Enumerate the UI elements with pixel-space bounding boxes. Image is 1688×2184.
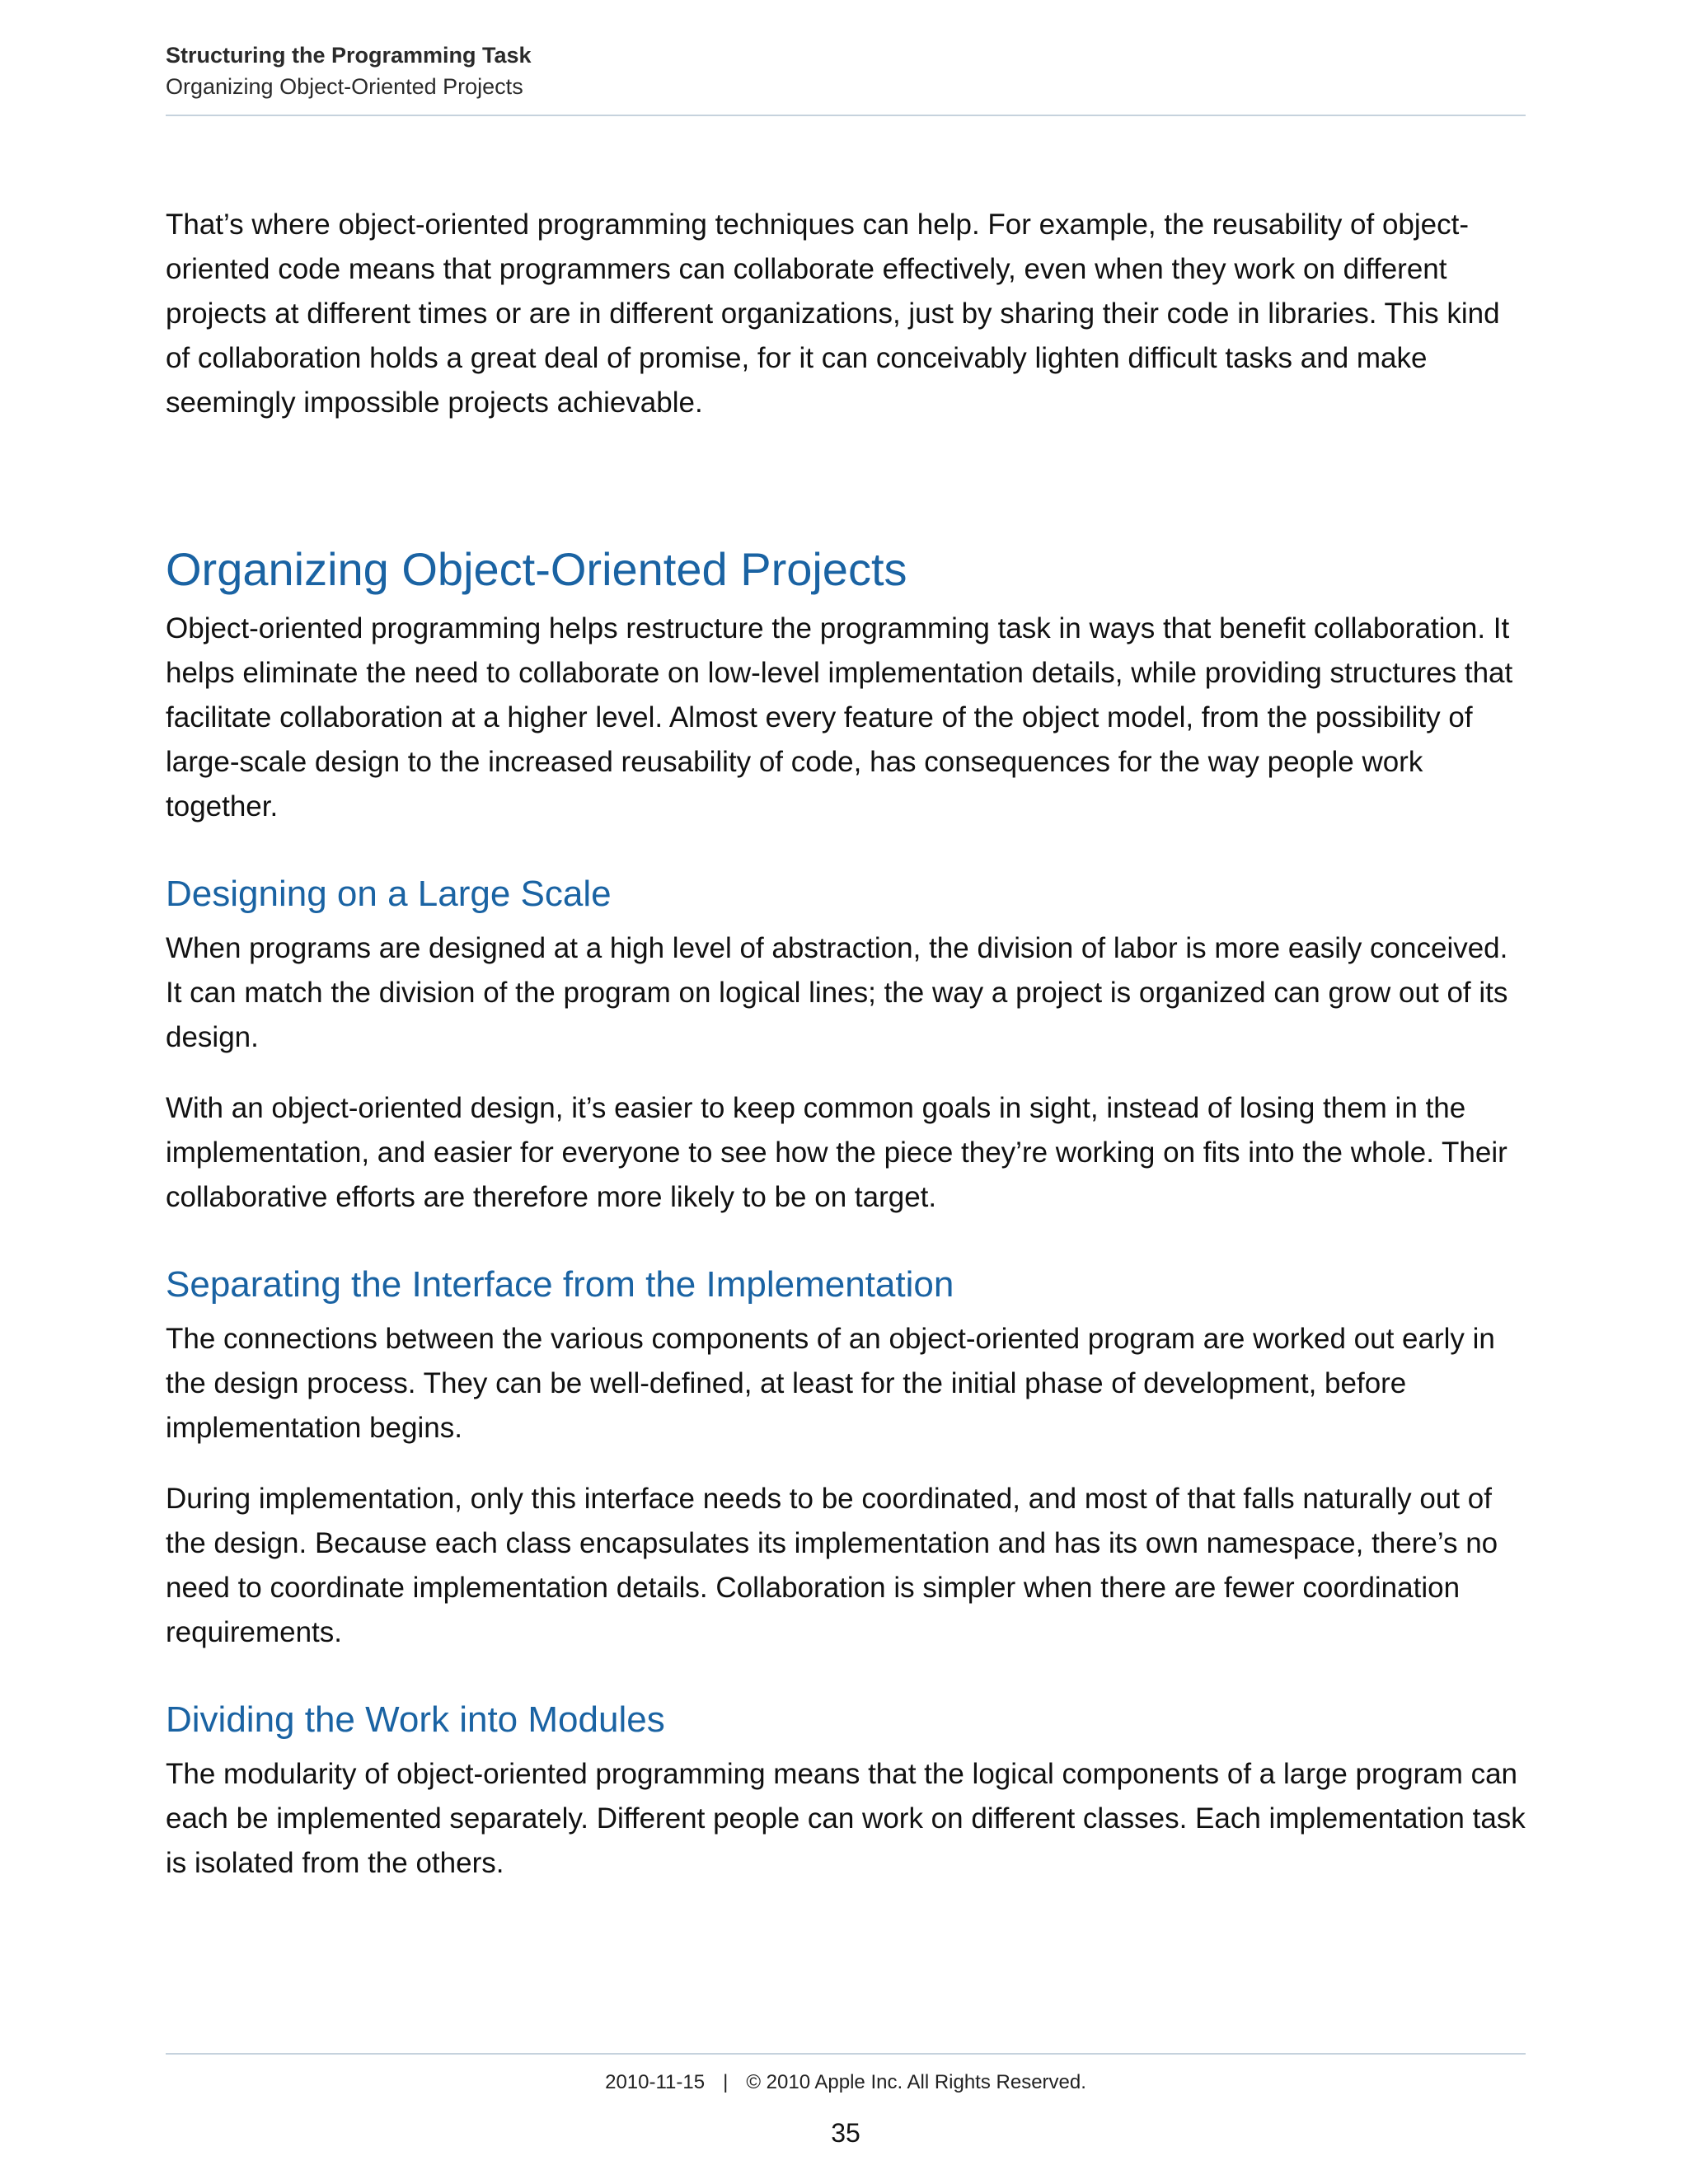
running-header bbox=[166, 40, 1526, 102]
subheading-dividing-work: Dividing the Work into Modules bbox=[166, 1699, 665, 1740]
paragraph: The modularity of object-oriented programming means that the logical components of a large program can each be implemented separately. Different people can work on different classes. Each implementation task is isolated from the others. bbox=[166, 1758, 1526, 1879]
subheading-designing-large-scale: Designing on a Large Scale bbox=[166, 874, 612, 914]
section-title: Organizing Object-Oriented Projects bbox=[166, 74, 523, 99]
page-content bbox=[166, 203, 1526, 1912]
footer bbox=[166, 2069, 1526, 2097]
subheading-separating-interface: Separating the Interface from the Implementation bbox=[166, 1264, 954, 1305]
paragraph: When programs are designed at a high level of abstraction, the division of labor is more easily conceived. It can match the division of the program on logical lines; the way a project is organized can grow out of its design. bbox=[166, 932, 1508, 1053]
header-divider bbox=[166, 115, 1526, 116]
chapter-title: Structuring the Programming Task bbox=[166, 43, 532, 68]
main-heading: Organizing Object-Oriented Projects bbox=[166, 543, 907, 595]
paragraph: The connections between the various components of an object-oriented program are worked out early in the design process. They can be well-defined, at least for the initial phase of development, before implementation begins. bbox=[166, 1323, 1495, 1444]
footer-date: 2010-11-15 bbox=[605, 2071, 706, 2093]
footer-divider bbox=[166, 2053, 1526, 2055]
footer-copyright: © 2010 Apple Inc. All Rights Reserved. bbox=[746, 2071, 1086, 2093]
footer-separator: | bbox=[723, 2071, 729, 2093]
intro-paragraph: That’s where object-oriented programming techniques can help. For example, the reusability of object-oriented code means that programmers can collaborate effectively, even when they work on different projects at different times or are in different organizations, just by sharing their code in libraries. This kind of collaboration holds a great deal of promise, for it can conceivably lighten difficult tasks and make seemingly impossible projects achievable. bbox=[166, 209, 1500, 419]
main-paragraph: Object-oriented programming helps restructure the programming task in ways that benefit collaboration. It helps eliminate the need to collaborate on low-level implementation details, while providing structures that facilitate collaboration at a higher level. Almost every feature of the object model, from the possibility of large-scale design to the increased reusability of code, has consequences for the way people work together. bbox=[166, 612, 1513, 823]
paragraph: With an object-oriented design, it’s easier to keep common goals in sight, instead of losing them in the implementation, and easier for everyone to see how the piece they’re working on fits into the whole. Their collaborative efforts are therefore more likely to be on target. bbox=[166, 1092, 1507, 1213]
page-number: 35 bbox=[831, 2118, 860, 2148]
paragraph: During implementation, only this interface needs to be coordinated, and most of that falls naturally out of the design. Because each class encapsulates its implementation and has its own namespace, there’s no need to coordinate implementation details. Collaboration is simpler when there are fewer coordination requirements. bbox=[166, 1483, 1498, 1648]
document-page bbox=[166, 0, 1526, 2184]
